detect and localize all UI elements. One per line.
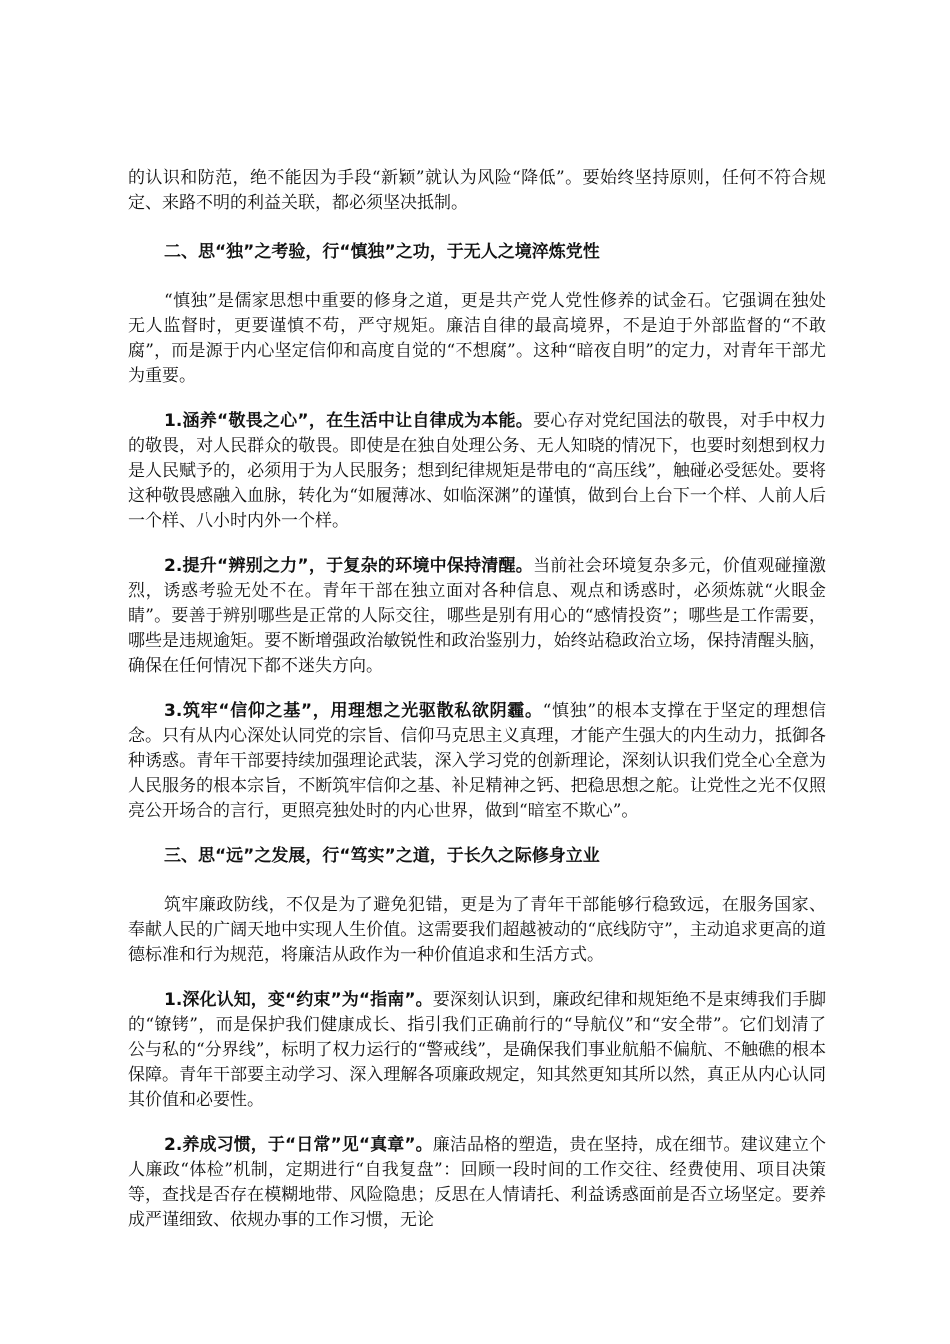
section-2-intro: “慎独”是儒家思想中重要的修身之道，更是共产党人党性修养的试金石。它强调在独处无人监督时，更要谨慎不苟，严守规矩。廉洁自律的最高境界，不是迫于外部监督的“不敢腐”，而是源于内心坚定信仰和高度自觉的“不想腐”。这种“暗夜自明”的定力，对青年干部尤为重要。 <box>128 291 826 386</box>
section-2-point-2 <box>128 554 826 679</box>
document-page <box>128 166 826 1253</box>
point-body: 要深刻认识到，廉政纪律和规矩绝不是束缚我们手脚的“镣铐”，而是保护我们健康成长、指引我们正确前行的“导航仪”和“安全带”。它们划清了公与私的“分界线”，标明了权力运行的“警戒线”，是确保我们事业航船不偏航、不触礁的根本保障。青年干部要主动学习、深入理解各项廉政规定，知其然更知其所以然，真正从内心认同其价值和必要性。 <box>128 990 826 1110</box>
point-lead: 3.筑牢“信仰之基”，用理想之光驱散私欲阴霾。 <box>164 701 543 721</box>
point-body: 廉洁品格的塑造，贵在坚持，成在细节。建议建立个人廉政“体检”机制，定期进行“自我复盘”：回顾一段时间的工作交往、经费使用、项目决策等，查找是否存在模糊地带、风险隐患；反思在人情请托、利益诱惑面前是否立场坚定。要养成严谨细致、依规办事的工作习惯，无论 <box>128 1135 826 1230</box>
point-body: “慎独”的根本支撑在于坚定的理想信念。只有从内心深处认同党的宗旨、信仰马克思主义真理，才能产生强大的内生动力，抵御各种诱惑。青年干部要持续加强理论武装，深入学习党的创新理论，深刻认识我们党全心全意为人民服务的根本宗旨，不断筑牢信仰之基、补足精神之钙、把稳思想之舵。让党性之光不仅照亮公开场合的言行，更照亮独处时的内心世界，做到“暗室不欺心”。 <box>128 701 826 821</box>
point-lead: 2.提升“辨别之力”，于复杂的环境中保持清醒。 <box>164 556 534 576</box>
point-body: 要心存对党纪国法的敬畏，对手中权力的敬畏，对人民群众的敬畏。即使是在独自处理公务、无人知晓的情况下，也要时刻想到权力是人民赋予的，必须用于为人民服务；想到纪律规矩是带电的“高压线”，触碰必受惩处。要将这种敬畏感融入血脉，转化为“如履薄冰、如临深渊”的谨慎，做到台上台下一个样、人前人后一个样、八小时内外一个样。 <box>128 411 827 531</box>
point-lead: 1.深化认知，变“约束”为“指南”。 <box>164 990 433 1010</box>
section-2-point-3 <box>128 699 826 824</box>
point-lead: 2.养成习惯，于“日常”见“真章”。 <box>164 1135 433 1155</box>
section-heading-2: 二、思“独”之考验，行“慎独”之功，于无人之境淬炼党性 <box>164 242 600 262</box>
section-3-point-2 <box>128 1133 826 1233</box>
point-body: 当前社会环境复杂多元，价值观碰撞激烈，诱惑考验无处不在。青年干部在独立面对各种信息、观点和诱惑时，必须炼就“火眼金睛”。要善于辨别哪些是正常的人际交往，哪些是别有用心的“感情投资”；哪些是工作需要，哪些是违规逾矩。要不断增强政治敏锐性和政治鉴别力，始终站稳政治立场，保持清醒头脑，确保在任何情况下都不迷失方向。 <box>128 556 827 676</box>
section-3-point-1 <box>128 988 826 1113</box>
point-lead: 1.涵养“敬畏之心”，在生活中让自律成为本能。 <box>164 411 534 431</box>
paragraph-continuation: 的认识和防范，绝不能因为手段“新颖”就认为风险“降低”。要始终坚持原则，任何不符合规定、来路不明的利益关联，都必须坚决抵制。 <box>128 168 826 213</box>
section-2-point-1 <box>128 409 826 534</box>
section-3-intro: 筑牢廉政防线，不仅是为了避免犯错，更是为了青年干部能够行稳致远，在服务国家、奉献人民的广阔天地中实现人生价值。这需要我们超越被动的“底线防守”，主动追求更高的道德标准和行为规范，将廉洁从政作为一种价值追求和生活方式。 <box>128 895 826 965</box>
section-heading-3: 三、思“远”之发展，行“笃实”之道，于长久之际修身立业 <box>164 846 600 866</box>
